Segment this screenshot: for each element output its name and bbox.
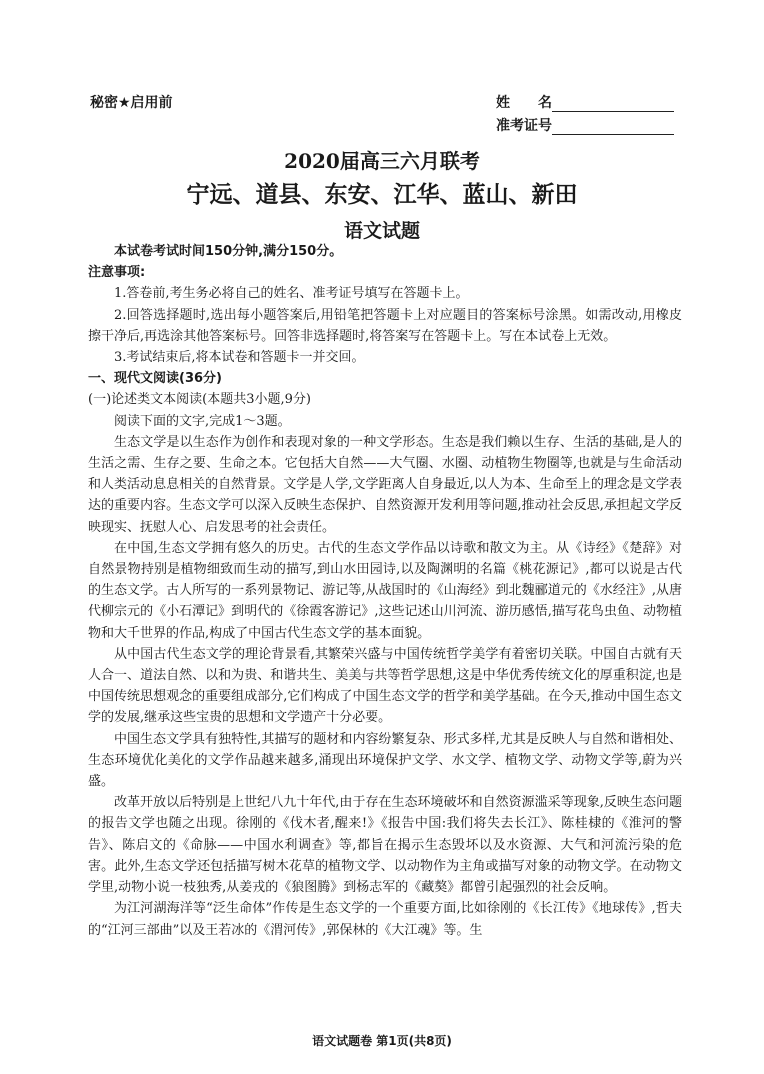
section-heading: 一、现代文阅读(36分) <box>88 371 222 387</box>
page-footer: 语文试题卷 第1页(共8页) <box>312 1034 452 1048</box>
id-blank <box>552 118 674 135</box>
name-label: 姓 名 <box>496 95 552 111</box>
note-item: 2.回答选择题时,选出每小题答案后,用铅笔把答题卡上对应题目的答案标号涂黑。如需改动,用橡皮擦干净后,再选涂其他答案标号。回答非选择题时,将答案写在答题卡上。写在本试卷上无效。 <box>88 307 682 344</box>
name-blank <box>552 95 674 112</box>
instruction: 阅读下面的文字,完成1～3题。 <box>114 413 291 429</box>
exam-title-line2: 宁远、道县、东安、江华、蓝山、新田 <box>186 181 578 208</box>
passage-paragraph: 从中国古代生态文学的理论背景看,其繁荣兴盛与中国传统哲学美学有着密切关联。中国自古就有天人合一、道法自然、以和为贵、和谐共生、美美与共等哲学思想,这是中华优秀传统文化的厚重积淀,也是中国传统思想观念的重要组成部分,它们构成了中国生态文学的哲学和美学基础。在今天,推动中国生态文学的发展,继承这些宝贵的思想和文学遗产十分必要。 <box>88 646 682 726</box>
exam-title-line1: 2020届高三六月联考 <box>284 149 480 173</box>
passage-paragraph: 改革开放以后特别是上世纪八九十年代,由于存在生态环境破坏和自然资源滥采等现象,反映生态问题的报告文学也随之出现。徐刚的《伐木者,醒来!》《报告中国:我们将失去长江》、陈桂棣的《淮河的警告》、陈启文的《命脉——中国水利调查》等,都旨在揭示生态毁坏以及水资源、大气和河流污染的危害。此外,生态文学还包括描写树木花草的植物文学、以动物作为主角或描写对象的动物文学。在动物文学里,动物小说一枝独秀,从姜戎的《狼图腾》到杨志军的《藏獒》都曾引起强烈的社会反响。 <box>88 795 682 896</box>
passage-paragraph: 为江河湖海洋等“泛生命体”作传是生态文学的一个重要方面,比如徐刚的《长江传》《地球传》,哲夫的“江河三部曲”以及王若冰的《渭河传》,郭保林的《大江魂》等。生 <box>88 901 682 938</box>
exam-info: 本试卷考试时间150分钟,满分150分。 <box>114 244 343 259</box>
note-item: 1.答卷前,考生务必将自己的姓名、准考证号填写在答题卡上。 <box>114 286 469 302</box>
id-label: 准考证号 <box>496 118 552 134</box>
name-field <box>496 92 674 112</box>
passage-paragraph: 在中国,生态文学拥有悠久的历史。古代的生态文学作品以诗歌和散文为主。从《诗经》《楚辞》对自然景物持别是植物细致而生动的描写,到山水田园诗,以及陶渊明的名篇《桃花源记》,都可以说是古代的生态文学。古人所写的一系列景物记、游记等,从战国时的《山海经》到北魏郦道元的《水经注》,从唐代柳宗元的《小石潭记》到明代的《徐霞客游记》,这些记述山川河流、游历感悟,描写花鸟虫鱼、动物植物和大千世界的作品,构成了中国古代生态文学的基本面貌。 <box>88 540 682 641</box>
exam-subject-title: 语文试题 <box>343 220 420 242</box>
passage-paragraph: 生态文学是以生态作为创作和表现对象的一种文学形态。生态是我们赖以生存、生活的基础,是人的生活之需、生存之要、生命之本。它包括大自然——大气圈、水圈、动植物生物圈等,也就是与生命活动和人类活动息息相关的自然背景。文学是人学,文学距离人自身最近,以人为本、生命至上的理念是文学表达的重要内容。生态文学可以深入反映生态保护、自然资源开发利用等问题,推动社会反思,承担起文学反映现实、抚慰人心、启发思考的社会责任。 <box>88 434 682 535</box>
note-item: 3.考试结束后,将本试卷和答题卡一并交回。 <box>114 350 365 366</box>
secret-label: 秘密★启用前 <box>90 95 173 111</box>
document-body <box>88 241 682 941</box>
passage-paragraph: 中国生态文学具有独特性,其描写的题材和内容纷繁复杂、形式多样,尤其是反映人与自然和谐相处、生态环境优化美化的文学作品越来越多,涌现出环境保护文学、水文学、植物文学、动物文学等,蔚为兴盛。 <box>88 731 682 790</box>
subsection-heading: (一)论述类文本阅读(本题共3小题,9分) <box>88 392 311 408</box>
id-field <box>496 115 674 135</box>
notes-heading: 注意事项: <box>88 265 146 281</box>
